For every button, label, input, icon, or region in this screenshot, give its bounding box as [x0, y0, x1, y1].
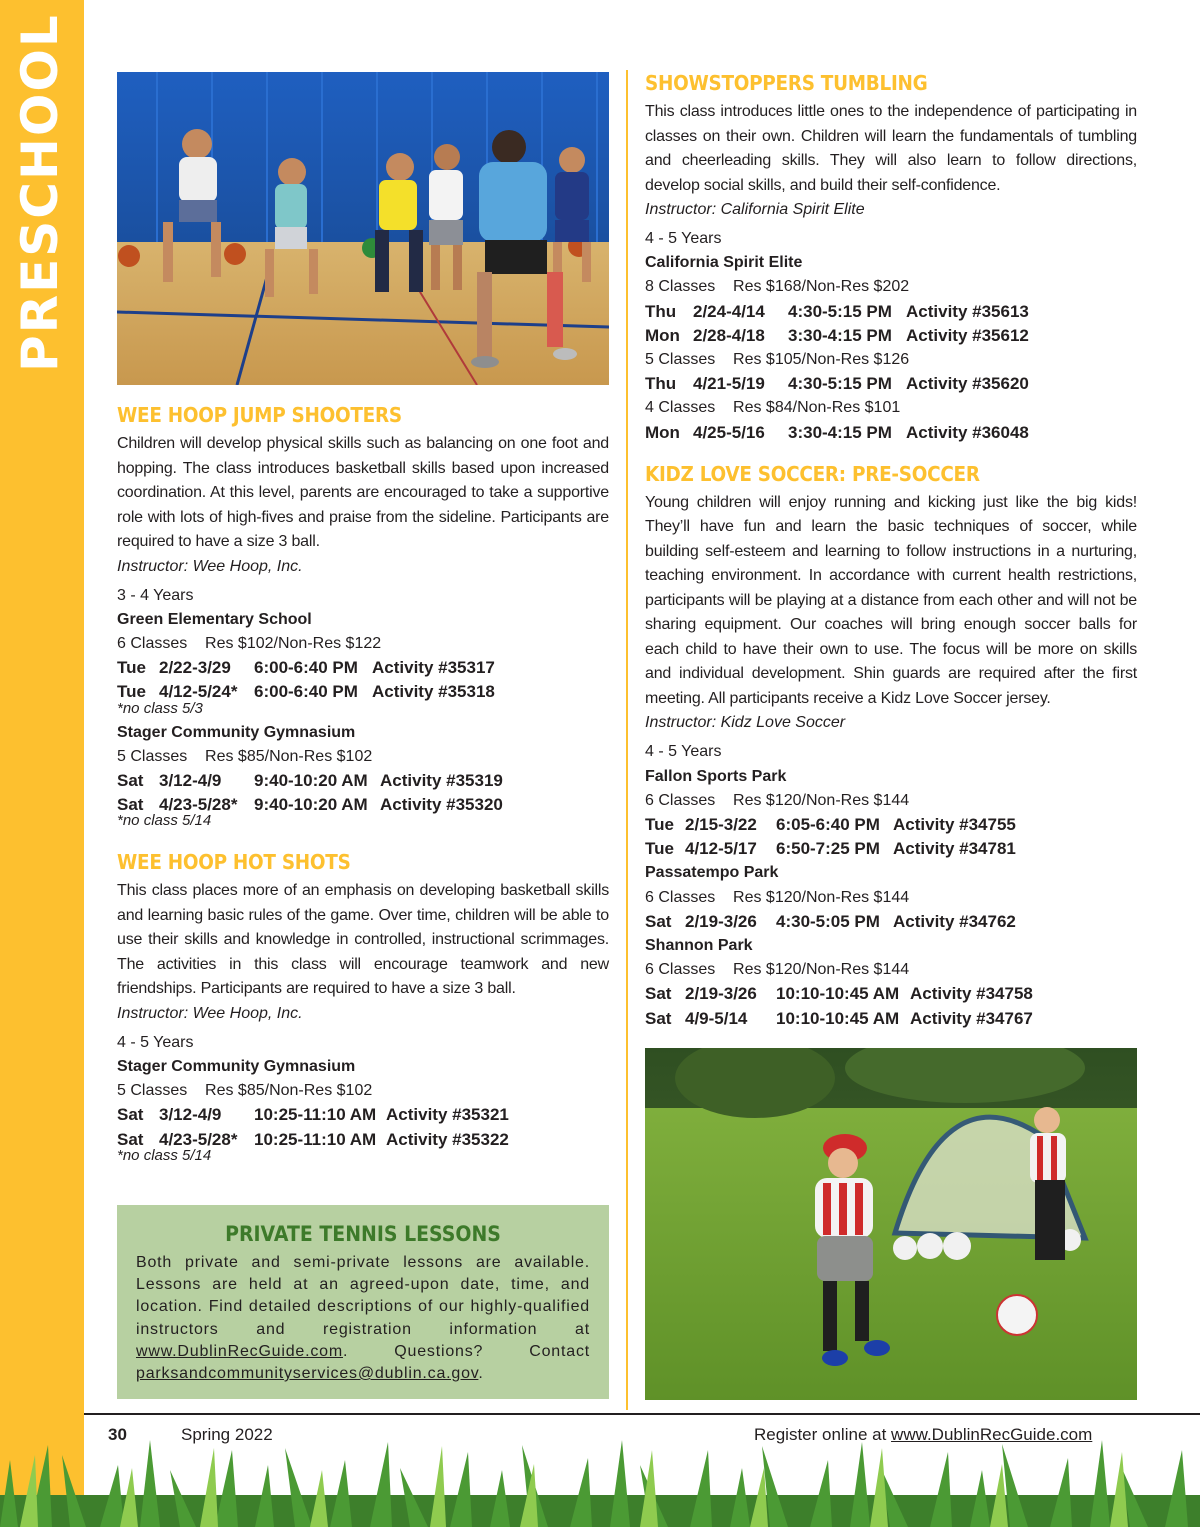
location-name: Green Elementary School: [117, 610, 312, 628]
session-day: Tue: [117, 682, 146, 702]
showstoppers-description: This class introduces little ones to the independence of participating in classes on their own. Children will learn the fundamentals of tumbling and cheerleading skills. They will also learn to follow directions, develop social skills, and build their self-confidence.: [645, 103, 1137, 194]
session-row: [645, 421, 1137, 445]
tennis-website-link[interactable]: www.DublinRecGuide.com: [136, 1342, 344, 1360]
tennis-email-link[interactable]: parksandcommunityservices@dublin.ca.gov: [136, 1365, 479, 1383]
wee-hoop-jump-shooters-description: Children will develop physical skills such as balancing on one foot and hopping. The class introduces basketball skills based upon increased coordination. At this level, parents are encouraged to take a supportive role with lots of high-fives and praise from the sideline. Participants are required to have a size 3 ball.: [117, 435, 609, 550]
session-day: Thu: [645, 374, 677, 394]
session-activity: Activity #35318: [372, 682, 495, 702]
session-activity: Activity #36048: [906, 422, 1029, 442]
season-label: Spring 2022: [181, 1425, 273, 1444]
sidebar-label: PRESCHOOL: [11, 13, 69, 372]
session-dates: 2/19-3/26: [685, 984, 757, 1004]
session-activity: Activity #35613: [906, 301, 1029, 321]
session-dates: 2/22-3/29: [159, 658, 231, 678]
basketball-photo: [117, 72, 609, 385]
session-day: Tue: [645, 839, 674, 859]
session-time: 4:30-5:15 PM: [788, 301, 892, 321]
session-row: [117, 656, 609, 680]
session-day: Sat: [117, 1129, 144, 1149]
age-range: 3 - 4 Years: [117, 586, 194, 604]
session-activity: Activity #34767: [910, 1008, 1033, 1028]
session-activity: Activity #35320: [380, 795, 503, 815]
grass-decoration: [0, 1440, 1200, 1527]
register-link[interactable]: www.DublinRecGuide.com: [891, 1425, 1093, 1444]
wee-hoop-hot-shots-title: WEE HOOP HOT SHOTS: [117, 850, 351, 875]
session-row: [645, 813, 1137, 837]
session-dates: 3/12-4/9: [159, 770, 222, 790]
session-day: Sat: [645, 984, 672, 1004]
soccer-photo: [645, 1048, 1137, 1400]
schedule-note: *no class 5/3: [117, 699, 203, 717]
session-activity: Activity #34755: [893, 814, 1016, 834]
session-activity: Activity #35620: [906, 374, 1029, 394]
session-day: Sat: [117, 770, 144, 790]
right-column: [645, 70, 1137, 1031]
session-dates: 4/25-5/16: [693, 422, 765, 442]
tennis-text-after: .: [478, 1365, 484, 1383]
session-time: 6:05-6:40 PM: [776, 814, 880, 834]
wee-hoop-jump-shooters-title: WEE HOOP JUMP SHOOTERS: [117, 403, 402, 427]
session-dates: 2/15-3/22: [685, 814, 757, 834]
session-activity: Activity #35319: [380, 770, 503, 790]
session-time: 10:25-11:10 AM: [254, 1129, 377, 1149]
session-dates: 4/21-5/19: [693, 374, 765, 394]
footer-rule: [84, 1413, 1200, 1415]
pricing: 8 Classes Res $168/Non-Res $202: [645, 278, 910, 296]
schedule-note: *no class 5/14: [117, 812, 212, 830]
session-row: [645, 1007, 1137, 1031]
age-range: 4 - 5 Years: [117, 1033, 194, 1051]
session-time: 4:30-5:15 PM: [788, 374, 892, 394]
kidz-soccer-title: KIDZ LOVE SOCCER: PRE-SOCCER: [645, 461, 980, 486]
pricing: 6 Classes Res $120/Non-Res $144: [645, 961, 910, 979]
session-time: 9:40-10:20 AM: [254, 770, 368, 790]
session-day: Mon: [645, 422, 680, 442]
pricing: 6 Classes Res $120/Non-Res $144: [645, 888, 910, 906]
session-dates: 4/9-5/14: [685, 1008, 748, 1028]
session-time: 10:10-10:45 AM: [776, 984, 900, 1004]
session-activity: Activity #35322: [386, 1129, 509, 1149]
session-row: [645, 837, 1137, 861]
session-dates: 2/19-3/26: [685, 911, 757, 931]
session-time: 10:10-10:45 AM: [776, 1008, 900, 1028]
session-dates: 4/12-5/17: [685, 839, 757, 859]
session-activity: Activity #34781: [893, 839, 1016, 859]
pricing: 6 Classes Res $102/Non-Res $122: [117, 634, 382, 652]
location-name: California Spirit Elite: [645, 254, 803, 272]
session-row: [117, 769, 609, 793]
session-time: 10:25-11:10 AM: [254, 1105, 377, 1125]
session-activity: Activity #34758: [910, 984, 1033, 1004]
session-row: [645, 910, 1137, 934]
sidebar: [0, 0, 84, 1527]
page-number: 30: [108, 1425, 127, 1444]
age-range: 4 - 5 Years: [645, 743, 722, 761]
location-name: Fallon Sports Park: [645, 767, 787, 785]
session-day: Sat: [117, 795, 144, 815]
wee-hoop-hot-shots-instructor: Instructor: Wee Hoop, Inc.: [117, 1004, 303, 1022]
showstoppers-title: SHOWSTOPPERS TUMBLING: [645, 71, 928, 95]
tennis-text-middle: . Questions? Contact: [343, 1342, 590, 1360]
session-day: Sat: [645, 911, 672, 931]
private-tennis-text: [136, 1252, 590, 1385]
pricing: 4 Classes Res $84/Non-Res $101: [645, 399, 901, 417]
private-tennis-box: [117, 1205, 609, 1399]
session-day: Mon: [645, 325, 680, 345]
session-day: Thu: [645, 301, 677, 321]
showstoppers-instructor: Instructor: California Spirit Elite: [645, 201, 865, 218]
location-name: Passatempo Park: [645, 864, 779, 882]
tennis-text-before: Both private and semi-private lessons are available. Lessons are held at an agreed-upon date, time, and location. Find detailed descriptions of our highly-qualified instructors and registration information at: [136, 1254, 590, 1338]
pricing: 5 Classes Res $85/Non-Res $102: [117, 1082, 373, 1100]
location-name: Shannon Park: [645, 936, 753, 954]
session-dates: 4/23-5/28*: [159, 1129, 238, 1149]
session-day: Tue: [117, 658, 146, 678]
pricing: 5 Classes Res $85/Non-Res $102: [117, 747, 373, 765]
session-time: 6:00-6:40 PM: [254, 682, 358, 702]
wee-hoop-jump-shooters-instructor: Instructor: Wee Hoop, Inc.: [117, 557, 303, 575]
session-dates: 4/23-5/28*: [159, 795, 238, 815]
session-activity: Activity #35317: [372, 658, 495, 678]
register-text: Register online at: [754, 1425, 887, 1444]
session-dates: 2/24-4/14: [693, 301, 765, 321]
session-day: Sat: [117, 1105, 144, 1125]
location-name: Stager Community Gymnasium: [117, 723, 356, 741]
session-dates: 4/12-5/24*: [159, 682, 238, 702]
session-row: [645, 300, 1137, 324]
session-activity: Activity #35321: [386, 1105, 509, 1125]
session-day: Tue: [645, 814, 674, 834]
session-dates: 3/12-4/9: [159, 1105, 222, 1125]
left-column: [117, 402, 609, 1168]
kidz-soccer-instructor: Instructor: Kidz Love Soccer: [645, 714, 846, 732]
session-day: Sat: [645, 1008, 672, 1028]
session-row: [645, 982, 1137, 1006]
session-time: 4:30-5:05 PM: [776, 911, 880, 931]
session-row: [645, 324, 1137, 348]
session-time: 3:30-4:15 PM: [788, 325, 892, 345]
kidz-soccer-description: Young children will enjoy running and kicking just like the big kids! They’ll have fun and learn the basic techniques of soccer, while building self-esteem and learning to follow instructions in a nurturing, teaching environment. In accordance with current health restrictions, participants will be playing at a distance from each other and will not be sharing equipment. Our coaches will bring enough soccer balls for each child to have their own to use. The focus will be more on skills and individual development. Shin guards are required after the first meeting. All participants receive a Kidz Love Soccer jersey.: [645, 493, 1137, 707]
session-time: 6:50-7:25 PM: [776, 839, 880, 859]
session-time: 3:30-4:15 PM: [788, 422, 892, 442]
session-time: 9:40-10:20 AM: [254, 795, 368, 815]
session-dates: 2/28-4/18: [693, 325, 765, 345]
session-row: [117, 1103, 609, 1127]
wee-hoop-hot-shots-description: This class places more of an emphasis on developing basketball skills and learning basic rules of the game. Over time, children will be able to use their skills and knowledge in controlled, instructional scrimmages. The activities in this class will encourage teamwork and new friendships. Participants are required to have a size 3 ball.: [117, 882, 609, 998]
age-range: 4 - 5 Years: [645, 230, 722, 247]
session-time: 6:00-6:40 PM: [254, 658, 358, 678]
pricing: 6 Classes Res $120/Non-Res $144: [645, 791, 910, 809]
private-tennis-title: PRIVATE TENNIS LESSONS: [225, 1222, 501, 1246]
session-row: [645, 372, 1137, 396]
session-activity: Activity #34762: [893, 911, 1016, 931]
schedule-note: *no class 5/14: [117, 1146, 212, 1164]
pricing: 5 Classes Res $105/Non-Res $126: [645, 351, 910, 369]
location-name: Stager Community Gymnasium: [117, 1058, 356, 1076]
session-activity: Activity #35612: [906, 325, 1029, 345]
column-divider: [626, 70, 628, 1410]
